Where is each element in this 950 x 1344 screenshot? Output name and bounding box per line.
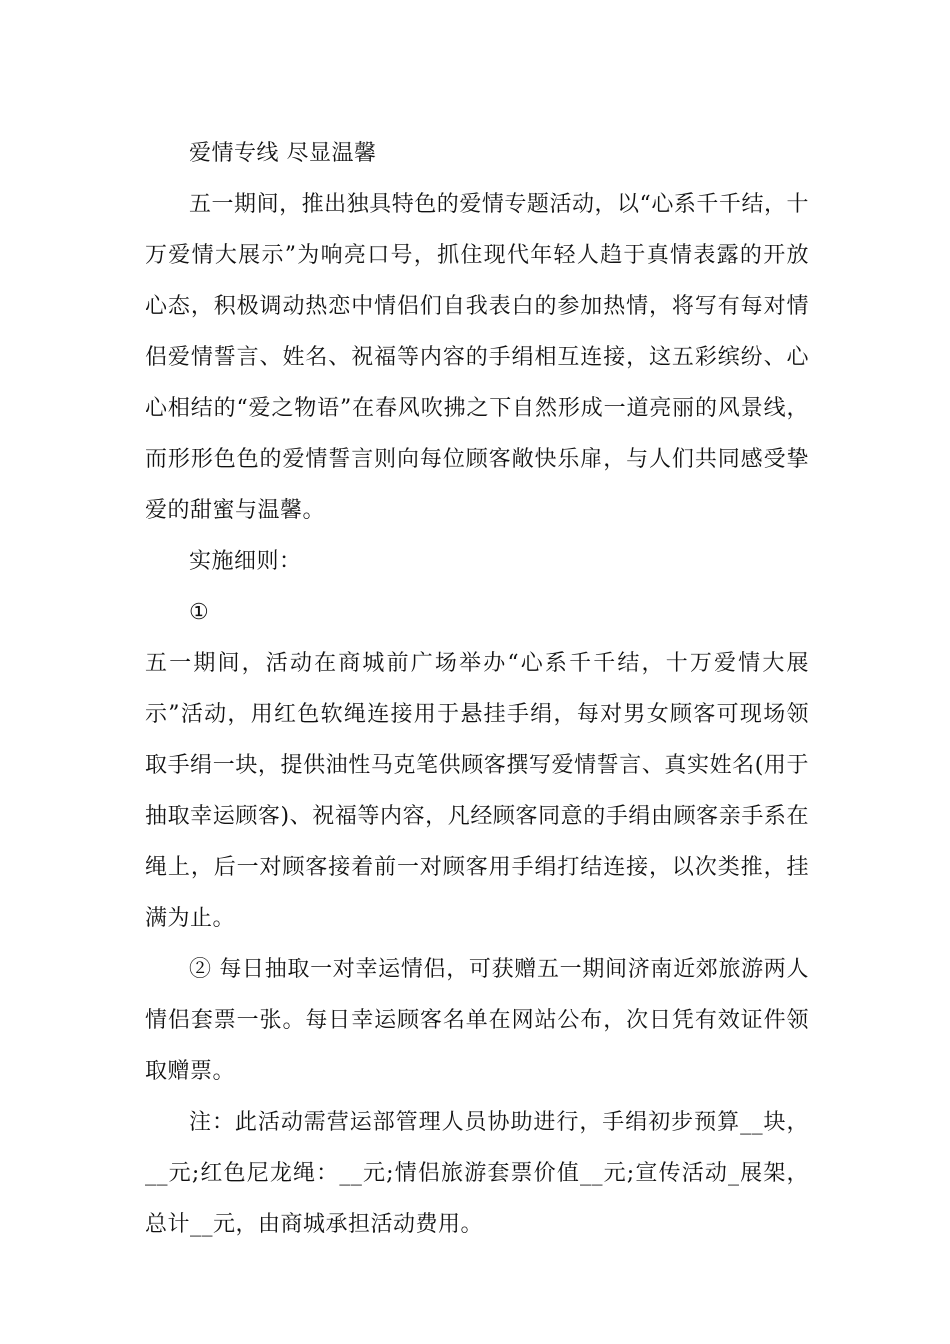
item-1-paragraph: 五一期间，活动在商城前广场举办“心系千千结，十万爱情大展示”活动，用红色软绳连接用于悬挂手绢，每对男女顾客可现场领取手绢一块，提供油性马克笔供顾客撰写爱情誓言、真实姓名(用于抽取幸运顾客)、祝福等内容，凡经顾客同意的手绢由顾客亲手系在绳上，后一对顾客接着前一对顾客用手绢打结连接，以次类推，挂满为止。 bbox=[145, 651, 809, 931]
item-1-marker: ① bbox=[189, 600, 210, 625]
item-2-paragraph: ② 每日抽取一对幸运情侣，可获赠五一期间济南近郊旅游两人情侣套票一张。每日幸运顾客名单在网站公布，次日凭有效证件领取赠票。 bbox=[145, 957, 809, 1084]
note-paragraph: 注：此活动需营运部管理人员协助进行，手绢初步预算__块，__元;红色尼龙绳：__元;情侣旅游套票价值__元;宣传活动_展架，总计__元，由商城承担活动费用。 bbox=[145, 1110, 809, 1237]
intro-paragraph: 五一期间，推出独具特色的爱情专题活动，以“心系千千结，十万爱情大展示”为响亮口号，抓住现代年轻人趋于真情表露的开放心态，积极调动热恋中情侣们自我表白的参加热情，将写有每对情侣爱情誓言、姓名、祝福等内容的手绢相互连接，这五彩缤纷、心心相结的“爱之物语”在春风吹拂之下自然形成一道亮丽的风景线，而形形色色的爱情誓言则向每位顾客敞快乐扉，与人们共同感受挚爱的甜蜜与温馨。 bbox=[145, 192, 809, 523]
document-body bbox=[145, 128, 809, 1250]
section-heading: 爱情专线 尽显温馨 bbox=[189, 141, 377, 166]
details-label: 实施细则： bbox=[189, 549, 302, 574]
